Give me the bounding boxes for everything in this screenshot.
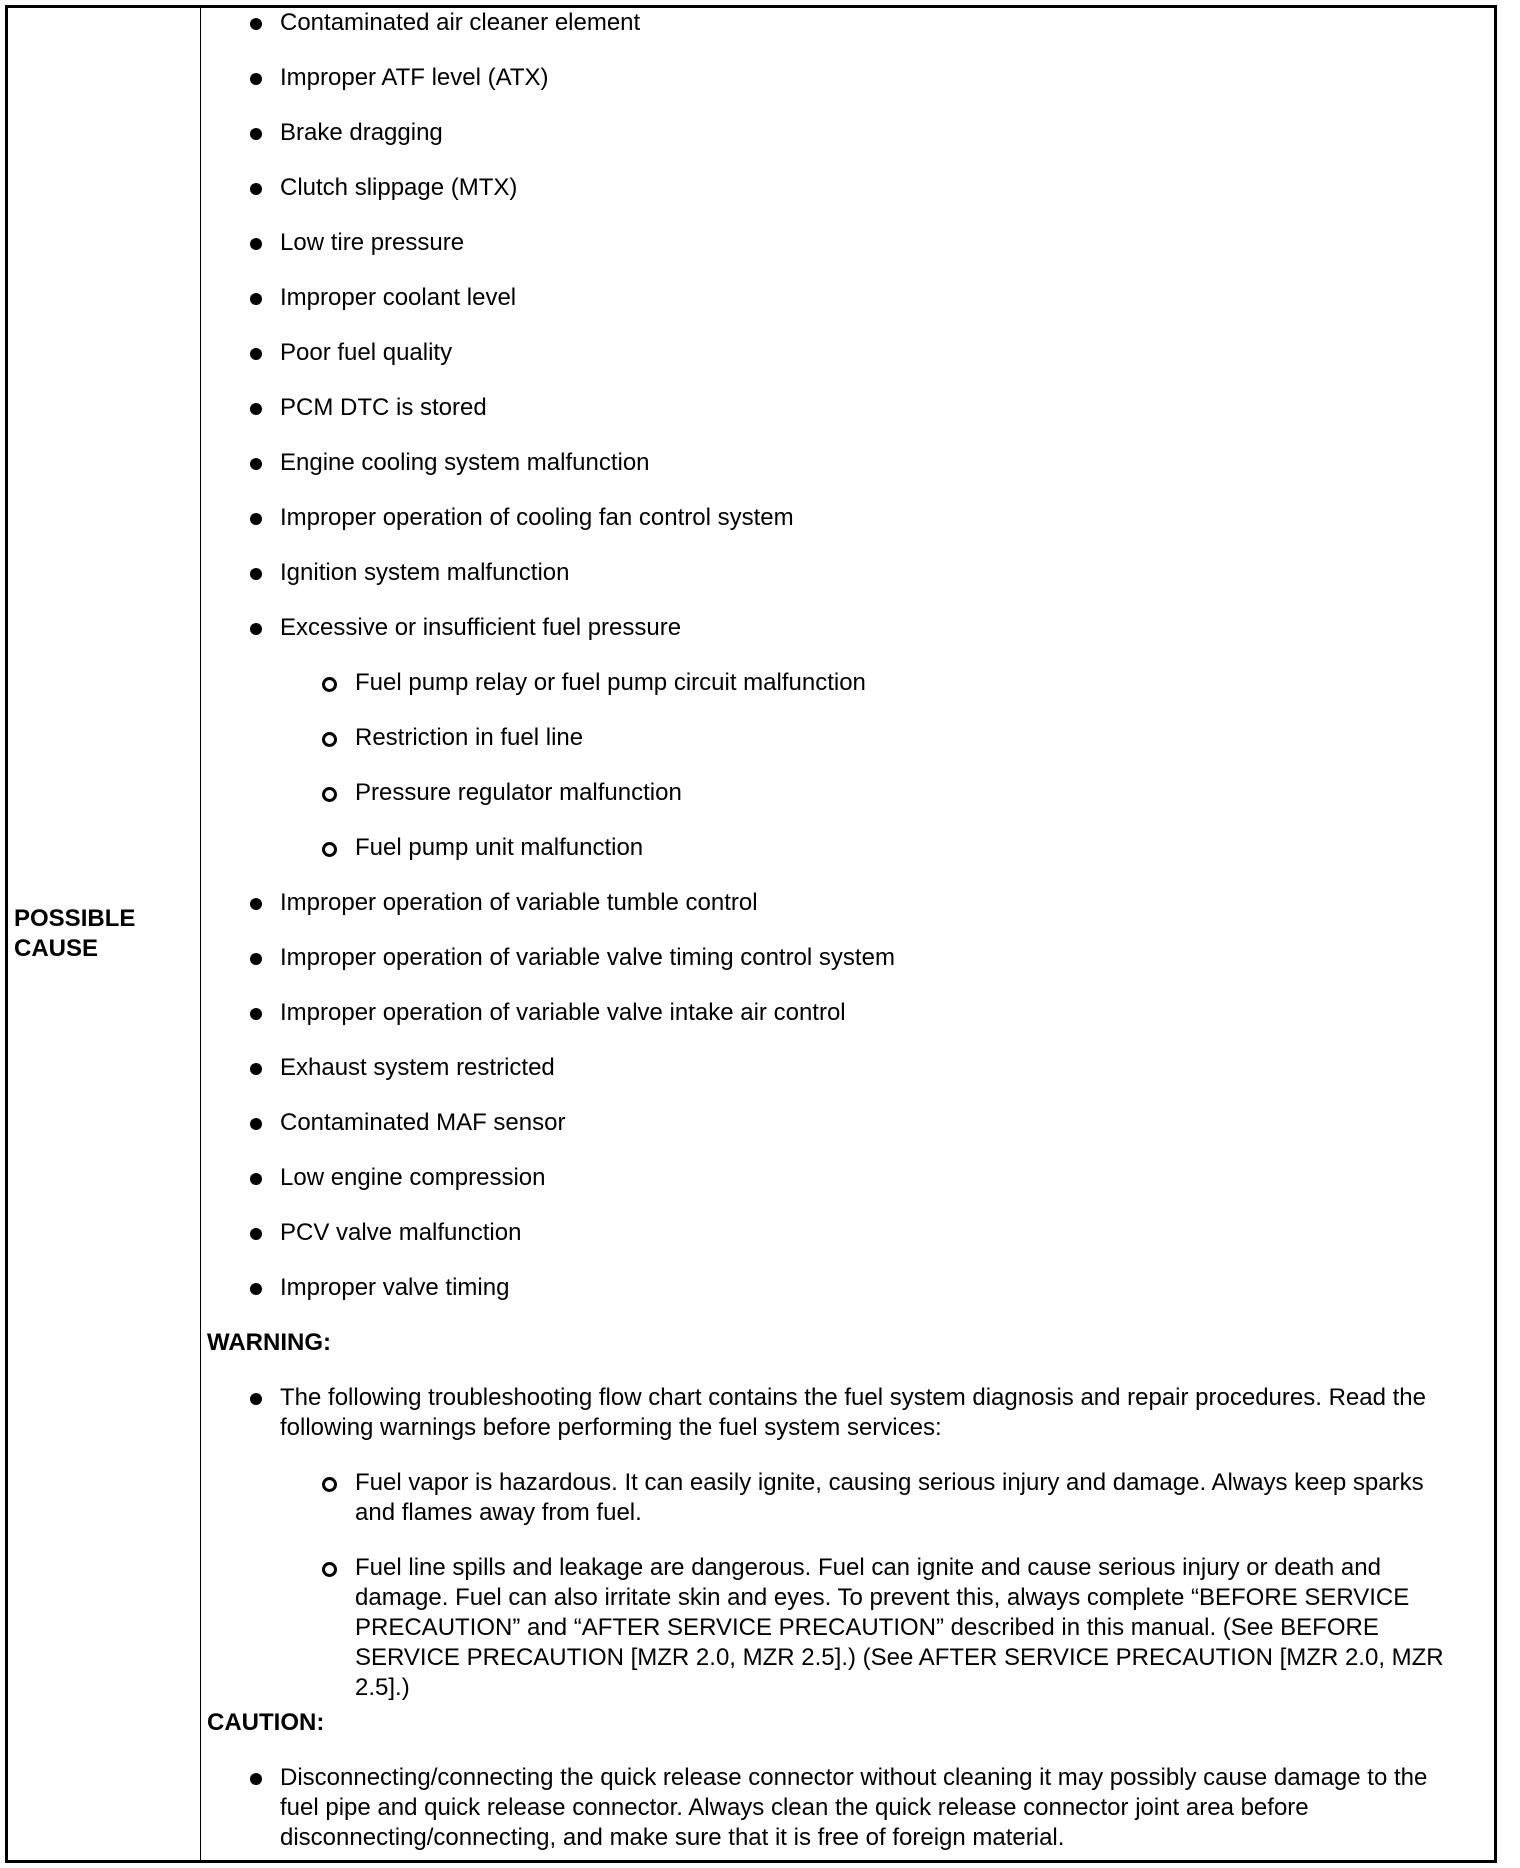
- sub-list-item: Pressure regulator malfunction: [280, 778, 1470, 833]
- list-item: Low tire pressure: [207, 228, 1470, 283]
- bullet-icon: [250, 1228, 262, 1240]
- list-item: Improper operation of cooling fan control system: [207, 503, 1470, 558]
- list-item: Low engine compression: [207, 1163, 1470, 1218]
- warning-heading: WARNING:: [207, 1329, 331, 1356]
- cause-list: [207, 8, 1470, 1328]
- bullet-icon: [250, 238, 262, 250]
- bullet-icon: [250, 1773, 262, 1785]
- circle-bullet-icon: [322, 1477, 337, 1492]
- bullet-icon: [250, 293, 262, 305]
- label-cell: [8, 8, 201, 1860]
- bullet-icon: [250, 1008, 262, 1020]
- list-item: Improper operation of variable valve intake air control: [207, 998, 1470, 1053]
- possible-cause-label: POSSIBLE CAUSE: [14, 905, 136, 962]
- content-cell: [201, 8, 1494, 1860]
- bullet-icon: [250, 513, 262, 525]
- list-item: Ignition system malfunction: [207, 558, 1470, 613]
- bullet-icon: [250, 1283, 262, 1295]
- list-item: Poor fuel quality: [207, 338, 1470, 393]
- warning-list: [207, 1383, 1470, 1703]
- bullet-icon: [250, 1393, 262, 1405]
- warning-item: The following troubleshooting flow chart contains the fuel system diagnosis and repair procedures. Read the following warnings before performing the fuel system services: Fuel vapor is hazardous. It can easily ignite, causing serious injury and damage. Always keep sparks and flames away from fuel. Fuel line spills and leakage are dangerous. Fuel can ignite and cause serious injury or death and damage. Fuel can also irritate skin and eyes. To prevent this, always complete “BEFORE SERVICE PRECAUTION” and “AFTER SERVICE PRECAUTION” described in this manual. (See BEFORE SERVICE PRECAUTION [MZR 2.0, MZR 2.5].) (See AFTER SERVICE PRECAUTION [MZR 2.0, MZR 2.5].): [207, 1383, 1470, 1703]
- list-item: Improper ATF level (ATX): [207, 63, 1470, 118]
- list-item: PCV valve malfunction: [207, 1218, 1470, 1273]
- list-item: Improper operation of variable valve timing control system: [207, 943, 1470, 998]
- circle-bullet-icon: [322, 842, 337, 857]
- caution-item: Disconnecting/connecting the quick release connector without cleaning it may possibly cause damage to the fuel pipe and quick release connector. Always clean the quick release connector joint area before disconnecting/connecting, and make sure that it is free of foreign material.: [207, 1763, 1470, 1853]
- caution-heading: CAUTION:: [207, 1709, 325, 1736]
- bullet-icon: [250, 1063, 262, 1075]
- list-item: Exhaust system restricted: [207, 1053, 1470, 1108]
- bullet-icon: [250, 403, 262, 415]
- bullet-icon: [250, 568, 262, 580]
- list-item: Brake dragging: [207, 118, 1470, 173]
- circle-bullet-icon: [322, 1562, 337, 1577]
- list-item: Improper operation of variable tumble control: [207, 888, 1470, 943]
- sub-list-item: Restriction in fuel line: [280, 723, 1470, 778]
- warning-sublist: [280, 1468, 1470, 1703]
- bullet-icon: [250, 623, 262, 635]
- list-item: Improper valve timing: [207, 1273, 1470, 1328]
- bullet-icon: [250, 128, 262, 140]
- list-item: PCM DTC is stored: [207, 393, 1470, 448]
- list-item: Contaminated MAF sensor: [207, 1108, 1470, 1163]
- bullet-icon: [250, 898, 262, 910]
- fuel-pressure-sublist: [280, 643, 1470, 888]
- bullet-icon: [250, 348, 262, 360]
- bullet-icon: [250, 1173, 262, 1185]
- sub-list-item: Fuel pump unit malfunction: [280, 833, 1470, 888]
- bullet-icon: [250, 1118, 262, 1130]
- bullet-icon: [250, 18, 262, 30]
- bullet-icon: [250, 183, 262, 195]
- list-item: Engine cooling system malfunction: [207, 448, 1470, 503]
- circle-bullet-icon: [322, 787, 337, 802]
- bullet-icon: [250, 73, 262, 85]
- warning-sub-item: Fuel line spills and leakage are dangerous. Fuel can ignite and cause serious injury or death and damage. Fuel can also irritate skin and eyes. To prevent this, always complete “BEFORE SERVICE PRECAUTION” and “AFTER SERVICE PRECAUTION” described in this manual. (See BEFORE SERVICE PRECAUTION [MZR 2.0, MZR 2.5].) (See AFTER SERVICE PRECAUTION [MZR 2.0, MZR 2.5].): [207, 1553, 1470, 1703]
- circle-bullet-icon: [322, 677, 337, 692]
- circle-bullet-icon: [322, 732, 337, 747]
- bullet-icon: [250, 458, 262, 470]
- warning-sub-item: Fuel vapor is hazardous. It can easily ignite, causing serious injury and damage. Always keep sparks and flames away from fuel.: [207, 1468, 1470, 1528]
- caution-list: [207, 1763, 1470, 1853]
- list-item: Contaminated air cleaner element: [207, 8, 1470, 63]
- bullet-icon: [250, 953, 262, 965]
- list-item: Clutch slippage (MTX): [207, 173, 1470, 228]
- list-item: Excessive or insufficient fuel pressure Fuel pump relay or fuel pump circuit malfunction Restriction in fuel line Pressure regulator malfunction Fuel pump unit malfunction: [207, 613, 1470, 888]
- possible-cause-table: [5, 5, 1497, 1863]
- list-item: Improper coolant level: [207, 283, 1470, 338]
- sub-list-item: Fuel pump relay or fuel pump circuit malfunction: [280, 668, 1470, 723]
